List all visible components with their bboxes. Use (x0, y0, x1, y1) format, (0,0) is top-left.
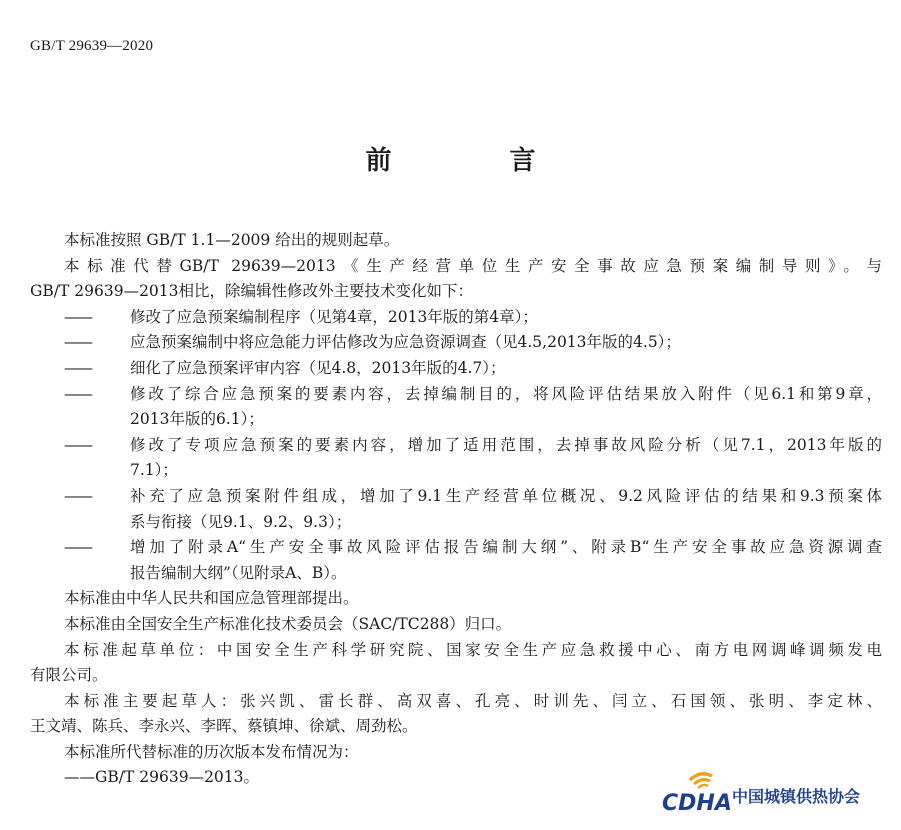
document-body (30, 228, 882, 791)
page-title: 前 言 (365, 146, 582, 176)
list-item-text: 修改了综合应急预案的要素内容，去掉编制目的，将风险评估结果放入附件（见6.1和第9章， (130, 384, 882, 403)
paragraph-drafting-units (30, 638, 882, 689)
list-item-text-cont: 7.1）； (130, 461, 178, 480)
list-item-text-cont: 系与衔接（见9.1、9.2、9.3）； (130, 512, 352, 531)
dash-marker: —— (64, 333, 91, 352)
paragraph-history-item: ——GB/T 29639—2013。 (64, 768, 260, 787)
list-item (30, 484, 882, 535)
list-item (30, 433, 882, 484)
paragraph-drafters (30, 689, 882, 740)
paragraph-committee: 本标准由全国安全生产标准化技术委员会（SAC/TC288）归口。 (64, 614, 512, 633)
list-item (30, 330, 882, 356)
paragraph-replaces-line2: GB/T 29639—2013相比，除编辑性修改外主要技术变化如下： (30, 282, 474, 301)
dash-marker: —— (64, 538, 91, 557)
paragraph-drafters-line2: 王文靖、陈兵、李永兴、李晖、蔡镇坤、徐斌、周劲松。 (30, 717, 418, 736)
paragraph-replaces-line1: 本标准代替GB/T 29639—2013《生产经营单位生产安全事故应急预案编制导则》。与 (64, 256, 882, 275)
paragraph-history: 本标准所代替标准的历次版本发布情况为： (64, 742, 359, 761)
list-item-text: 补充了应急预案附件组成，增加了9.1生产经营单位概况、9.2风险评估的结果和9.3预案体 (130, 486, 882, 505)
list-item-text: 应急预案编制中将应急能力评估修改为应急资源调查（见4.5,2013年版的4.5）； (130, 333, 681, 352)
association-name: 中国城镇供热协会 (732, 787, 861, 806)
list-item-text: 修改了专项应急预案的要素内容，增加了适用范围，去掉事故风险分析（见7.1，2013年版的 (130, 435, 882, 454)
list-item-text-cont: 2013年版的6.1）； (130, 410, 264, 429)
list-item-text: 增加了附录A“生产安全事故风险评估报告编制大纲”、附录B“生产安全事故应急资源调查 (130, 538, 882, 557)
standard-code: GB/T 29639—2020 (30, 38, 154, 54)
paragraph-drafting-units-line2: 有限公司。 (30, 666, 108, 685)
list-item-text: 细化了应急预案评审内容（见4.8，2013年版的4.7）； (130, 358, 506, 377)
paragraph-proposer: 本标准由中华人民共和国应急管理部提出。 (64, 589, 359, 608)
paragraph-drafting-units-line1: 本标准起草单位：中国安全生产科学研究院、国家安全生产应急救援中心、南方电网调峰调频发电 (64, 640, 882, 659)
dash-marker: —— (64, 358, 91, 377)
list-item (30, 382, 882, 433)
dash-marker: —— (64, 307, 91, 326)
dash-marker: —— (64, 486, 91, 505)
changes-list (30, 305, 882, 587)
dash-marker: —— (64, 435, 91, 454)
list-item (30, 356, 882, 382)
cdha-logo (660, 770, 884, 818)
paragraph-drafting-rules: 本标准按照 GB/T 1.1—2009 给出的规则起草。 (64, 231, 400, 249)
list-item-text: 修改了应急预案编制程序（见第4章，2013年版的第4章）； (130, 307, 538, 326)
svg-text:CDHA: CDHA (662, 791, 730, 816)
list-item (30, 535, 882, 586)
dash-marker: —— (64, 384, 91, 403)
paragraph-replaces (30, 254, 882, 305)
list-item (30, 305, 882, 331)
cdha-emblem-icon (660, 770, 730, 818)
list-item-text-cont: 报告编制大纲”（见附录A、B）。 (130, 563, 347, 582)
paragraph-drafters-line1: 本标准主要起草人：张兴凯、雷长群、高双喜、孔亮、时训先、闫立、石国领、张明、李定林、 (64, 691, 882, 710)
